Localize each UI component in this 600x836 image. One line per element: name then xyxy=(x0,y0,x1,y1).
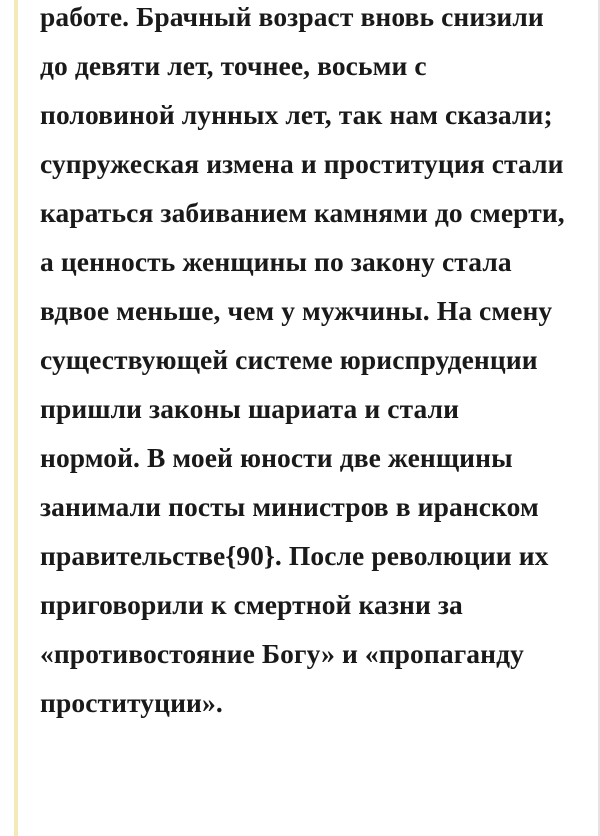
text-column xyxy=(40,0,572,727)
left-margin-rule xyxy=(14,0,18,836)
paragraph-body: работе. Брачный возраст вновь снизили до девяти лет, точнее, восьми с половиной лунных лет, так нам сказали; супружеская измена и проституция стали караться забиванием камнями до смерти, а ценность женщины по закону стала вдвое меньше, чем у мужчины. На смену существующей системе юриспруденции пришли законы шариата и стали нормой. В моей юности две женщины занимали посты министров в иранском правительстве{90}. После революции их приговорили к смертной казни за «противостояние Богу» и «пропаганду проституции». xyxy=(40,1,572,718)
